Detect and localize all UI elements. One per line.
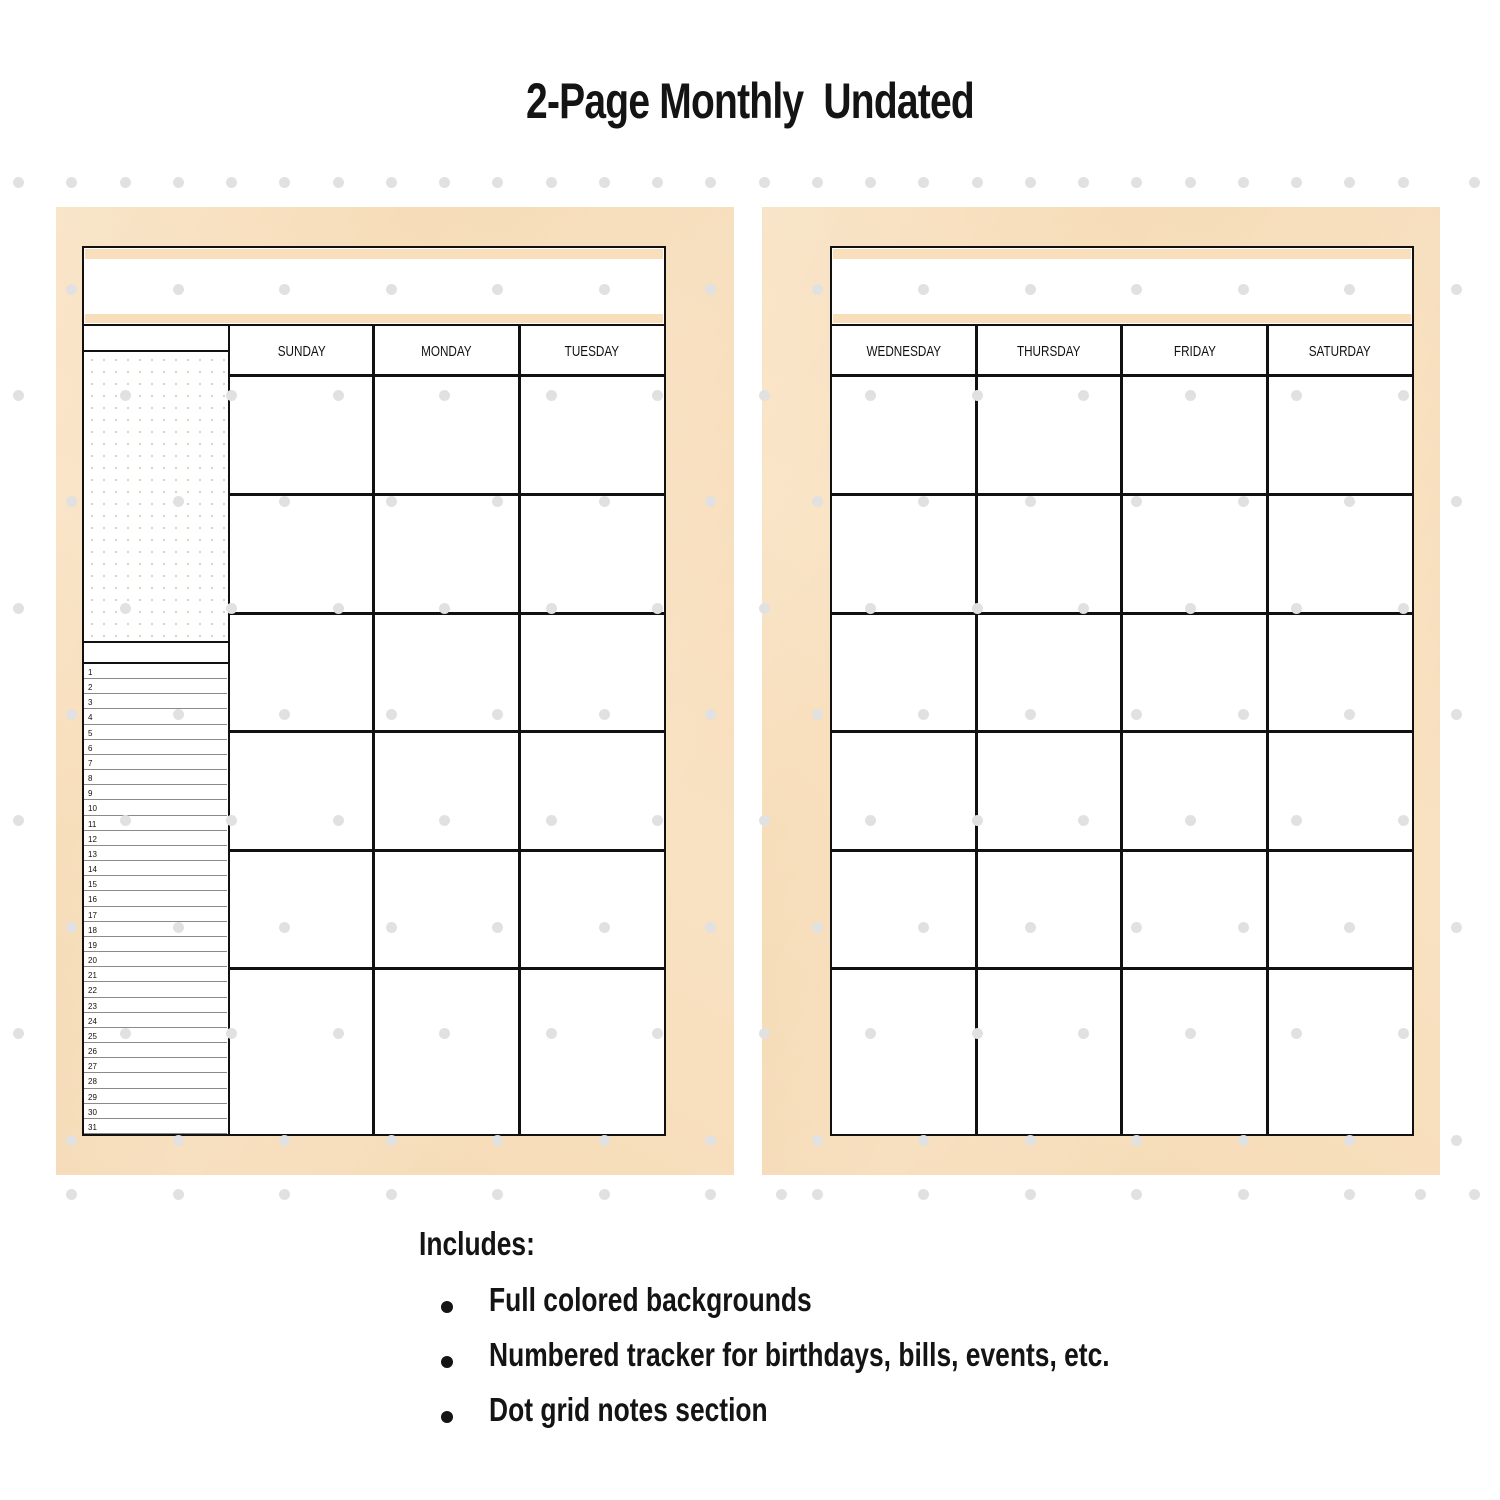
numbered-tracker bbox=[84, 664, 227, 1134]
tracker-row: 4 bbox=[84, 709, 227, 724]
tracker-row: 21 bbox=[84, 967, 227, 982]
right-title-band-bottom bbox=[833, 314, 1411, 323]
day-header-tuesday: TUESDAY bbox=[564, 342, 620, 360]
tracker-row: 1 bbox=[84, 664, 227, 679]
tracker-row: 25 bbox=[84, 1028, 227, 1043]
tracker-row: 2 bbox=[84, 679, 227, 694]
tracker-row: 31 bbox=[84, 1119, 227, 1134]
day-header-saturday: SATURDAY bbox=[1309, 342, 1371, 360]
tracker-row: 9 bbox=[84, 785, 227, 800]
day-header-friday: FRIDAY bbox=[1173, 342, 1216, 360]
right-title-band-top bbox=[833, 249, 1411, 259]
tracker-row: 11 bbox=[84, 816, 227, 831]
day-header-sunday: SUNDAY bbox=[277, 342, 326, 360]
tracker-row: 16 bbox=[84, 891, 227, 906]
tracker-row: 29 bbox=[84, 1089, 227, 1104]
bullet-icon bbox=[441, 1301, 453, 1313]
tracker-row: 24 bbox=[84, 1013, 227, 1028]
tracker-row: 22 bbox=[84, 982, 227, 997]
tracker-row: 20 bbox=[84, 952, 227, 967]
feature-item: Numbered tracker for birthdays, bills, events, etc. bbox=[489, 1336, 1110, 1373]
tracker-row: 12 bbox=[84, 831, 227, 846]
tracker-row: 30 bbox=[84, 1104, 227, 1119]
bullet-icon bbox=[441, 1411, 453, 1423]
tracker-row: 3 bbox=[84, 694, 227, 709]
day-header-thursday: THURSDAY bbox=[1017, 342, 1081, 360]
tracker-row: 8 bbox=[84, 770, 227, 785]
tracker-row: 26 bbox=[84, 1043, 227, 1058]
tracker-row: 6 bbox=[84, 740, 227, 755]
page-title: 2-Page Monthly Undated bbox=[526, 73, 974, 129]
tracker-row: 27 bbox=[84, 1058, 227, 1073]
tracker-row: 14 bbox=[84, 861, 227, 876]
tracker-row: 15 bbox=[84, 876, 227, 891]
left-title-band-top bbox=[85, 249, 663, 259]
tracker-row: 23 bbox=[84, 998, 227, 1013]
tracker-row: 18 bbox=[84, 922, 227, 937]
left-title-band-bottom bbox=[85, 314, 663, 323]
tracker-row: 7 bbox=[84, 755, 227, 770]
feature-item: Dot grid notes section bbox=[489, 1391, 768, 1428]
tracker-row: 5 bbox=[84, 725, 227, 740]
tracker-row: 19 bbox=[84, 937, 227, 952]
feature-item: Full colored backgrounds bbox=[489, 1281, 812, 1318]
tracker-row: 13 bbox=[84, 846, 227, 861]
tracker-row: 28 bbox=[84, 1073, 227, 1088]
includes-heading: Includes: bbox=[419, 1225, 535, 1262]
bullet-icon bbox=[441, 1356, 453, 1368]
day-header-monday: MONDAY bbox=[421, 342, 472, 360]
tracker-row: 10 bbox=[84, 800, 227, 815]
tracker-row: 17 bbox=[84, 907, 227, 922]
day-header-wednesday: WEDNESDAY bbox=[866, 342, 942, 360]
dot-grid-notes bbox=[84, 352, 228, 640]
